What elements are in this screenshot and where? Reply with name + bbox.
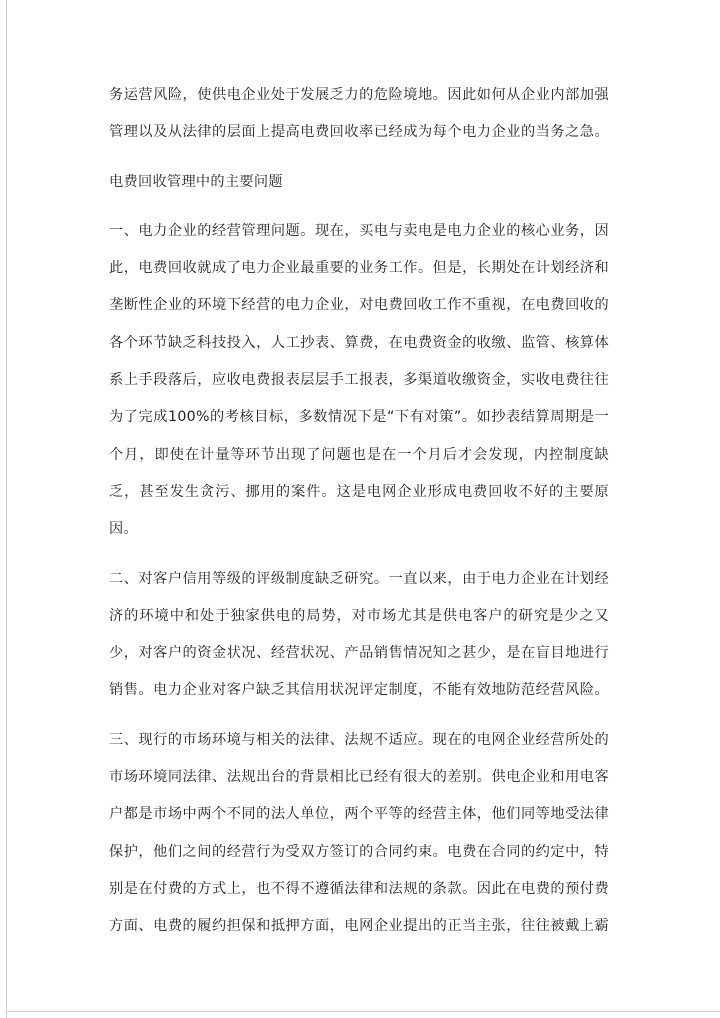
page-border-bottom <box>6 1011 720 1012</box>
text-line: 二、对客户信用等级的评级制度缺乏研究。一直以来，由于电力企业在计划经 <box>109 570 609 587</box>
page-border-left <box>6 0 7 1018</box>
text-line: 为了完成100%的考核目标，多数情况下是“下有对策”。如抄表结算周期是一 <box>109 409 609 426</box>
text-line: 垄断性企业的环境下经营的电力企业，对电费回收工作不重视，在电费回收的 <box>109 297 609 314</box>
paragraph <box>109 213 609 549</box>
paragraph <box>109 722 609 946</box>
text-line: 管理以及从法律的层面上提高电费回收率已经成为每个电力企业的当务之急。 <box>109 124 609 141</box>
text-line: 方面、电费的履约担保和抵押方面，电网企业提出的正当主张，往往被戴上霸 <box>109 918 609 935</box>
text-line: 济的环境中和处于独家供电的局势，对市场尤其是供电客户的研究是少之又 <box>109 607 609 624</box>
text-line: 三、现行的市场环境与相关的法律、法规不适应。现在的电网企业经营所处的 <box>109 731 609 748</box>
text-line: 市场环境同法律、法规出台的背景相比已经有很大的差别。供电企业和用电客 <box>109 769 609 786</box>
text-line: 户都是市场中两个不同的法人单位，两个平等的经营主体，他们同等地受法律 <box>109 806 609 823</box>
section-heading <box>109 164 609 201</box>
text-line: 此，电费回收就成了电力企业最重要的业务工作。但是，长期处在计划经济和 <box>109 260 609 277</box>
text-line: 个月，即使在计量等环节出现了问题也是在一个月后才会发现，内控制度缺 <box>109 446 609 463</box>
text-line: 保护，他们之间的经营行为受双方签订的合同约束。电费在合同的约定中，特 <box>109 843 609 860</box>
paragraph <box>109 77 609 152</box>
text-line: 乏，甚至发生贪污、挪用的案件。这是电网企业形成电费回收不好的主要原 <box>109 483 609 500</box>
paragraph-gap <box>109 710 609 722</box>
text-line: 少，对客户的资金状况、经营状况、产品销售情况知之甚少，是在盲目地进行 <box>109 645 609 662</box>
text-line: 务运营风险，使供电企业处于发展乏力的危险境地。因此如何从企业内部加强 <box>109 87 609 103</box>
text-line: 销售。电力企业对客户缺乏其信用状况评定制度，不能有效地防范经营风险。 <box>109 682 609 699</box>
paragraph-gap <box>109 549 609 561</box>
text-line: 各个环节缺乏科技投入，人工抄表、算费，在电费资金的收缴、监管、核算体 <box>109 334 609 351</box>
paragraph-gap <box>109 201 609 213</box>
paragraph-gap <box>109 152 609 164</box>
text-line: 因。 <box>109 521 138 538</box>
text-line: 一、电力企业的经营管理问题。现在，买电与卖电是电力企业的核心业务，因 <box>109 222 609 239</box>
document-body <box>109 77 609 946</box>
text-line: 系上手段落后，应收电费报表层层手工报表，多渠道收缴资金，实收电费往往 <box>109 372 609 389</box>
paragraph <box>109 561 609 710</box>
text-line: 别是在付费的方式上，也不得不遵循法律和法规的条款。因此在电费的预付费 <box>109 880 609 897</box>
text-line: 电费回收管理中的主要问题 <box>109 173 283 190</box>
